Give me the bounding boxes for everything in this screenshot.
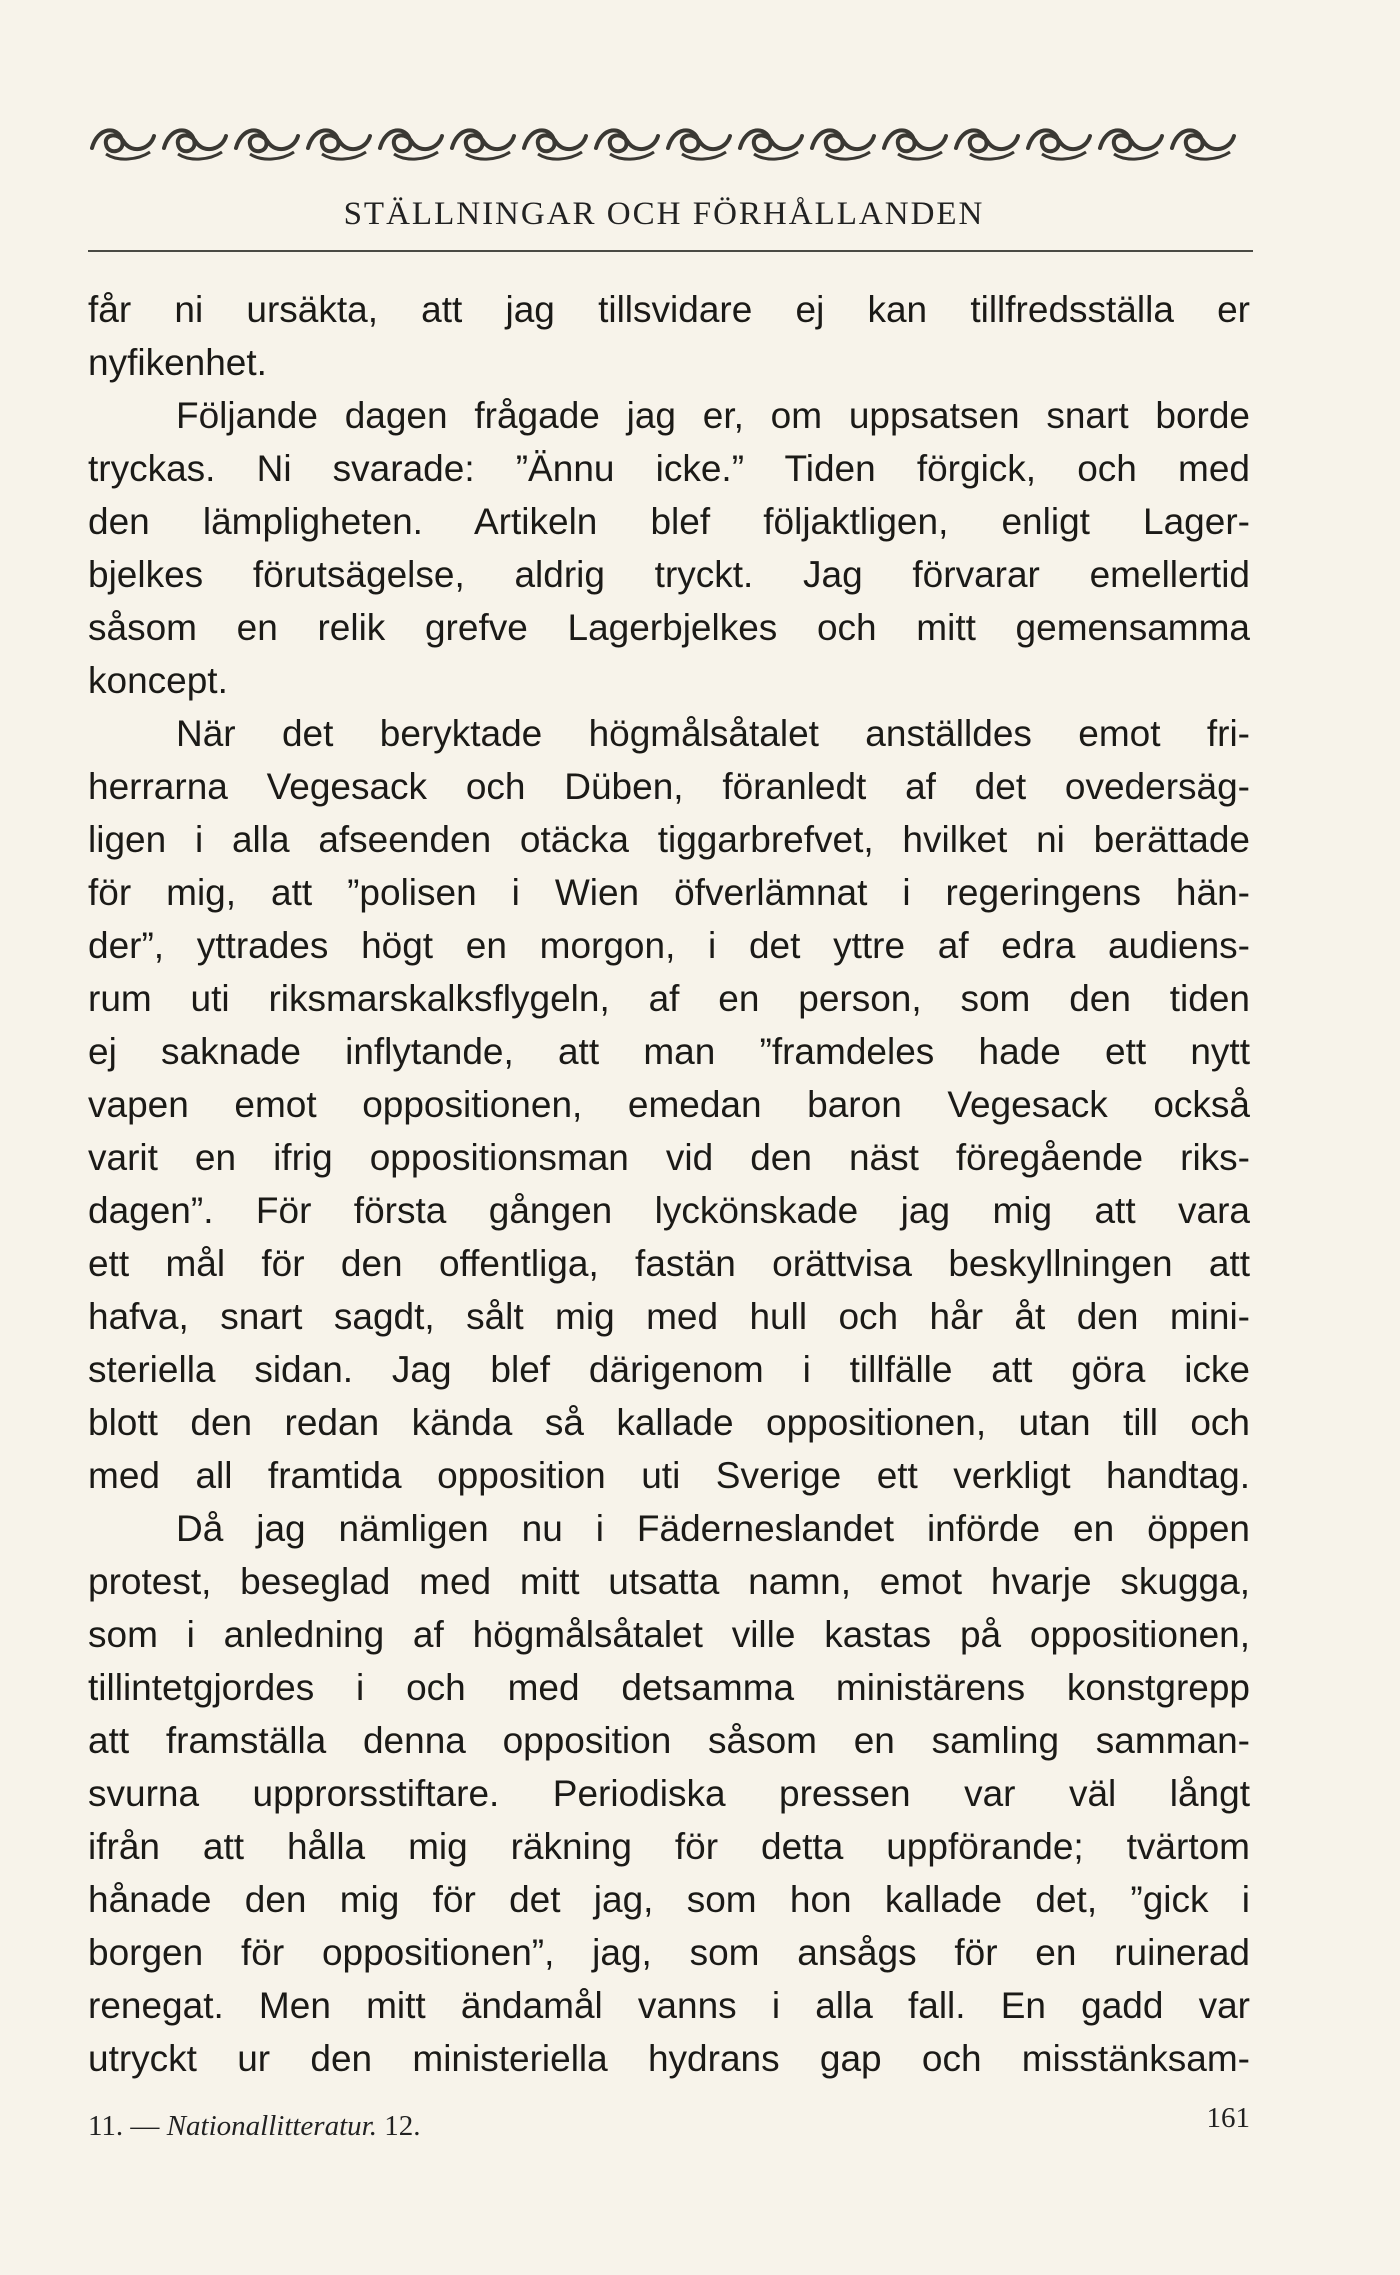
text-line: När det beryktade högmålsåtalet anställdes emot fri-: [176, 713, 1250, 754]
signature-prefix: 11. —: [88, 2110, 167, 2142]
text-line: nyfikenhet.: [88, 342, 267, 383]
text-line: koncept.: [88, 660, 228, 701]
text-line: herrarna Vegesack och Düben, föranledt af det ovedersäg-: [88, 766, 1250, 807]
text-line: för mig, att ”polisen i Wien öfverlämnat i regeringens hän-: [88, 872, 1250, 913]
text-line: blott den redan kända så kallade oppositionen, utan till och: [88, 1402, 1250, 1443]
text-line: tillintetgjordes i och med detsamma ministärens konstgrepp: [88, 1667, 1250, 1708]
text-line: hånade den mig för det jag, som hon kallade det, ”gick i: [88, 1879, 1250, 1920]
scroll-ornament-band-icon: [88, 118, 1240, 164]
text-line: der”, yttrades högt en morgon, i det yttre af edra audiens-: [88, 925, 1250, 966]
text-line: Då jag nämligen nu i Fäderneslandet införde en öppen: [176, 1508, 1250, 1549]
running-head: STÄLLNINGAR OCH FÖRHÅLLANDEN: [343, 196, 985, 232]
page-number: 161: [1206, 2102, 1250, 2134]
text-line: att framställa denna opposition såsom en samling samman-: [88, 1720, 1250, 1761]
text-line: den lämpligheten. Artikeln blef följaktligen, enligt Lager-: [88, 501, 1250, 542]
text-line: utryckt ur den ministeriella hydrans gap och misstänksam-: [88, 2038, 1250, 2079]
text-line: protest, beseglad med mitt utsatta namn, emot hvarje skugga,: [88, 1561, 1250, 1602]
text-line: såsom en relik grefve Lagerbjelkes och mitt gemensamma: [88, 607, 1250, 648]
body-text: [88, 283, 1250, 2085]
signature-mark: [88, 2110, 420, 2143]
text-line: vapen emot oppositionen, emedan baron Vegesack också: [88, 1084, 1250, 1125]
text-line: ej saknade inflytande, att man ”framdeles hade ett nytt: [88, 1031, 1250, 1072]
text-line: ligen i alla afseenden otäcka tiggarbrefvet, hvilket ni berättade: [88, 819, 1250, 860]
text-line: Följande dagen frågade jag er, om uppsatsen snart borde: [176, 395, 1250, 436]
signature-title: Nationallitteratur.: [166, 2110, 377, 2142]
text-line: hafva, snart sagdt, sålt mig med hull och hår åt den mini-: [88, 1296, 1250, 1337]
text-line: rum uti riksmarskalksflygeln, af en person, som den tiden: [88, 978, 1250, 1019]
text-line: tryckas. Ni svarade: ”Ännu icke.” Tiden förgick, och med: [88, 448, 1250, 489]
text-line: svurna upprorsstiftare. Periodiska pressen var väl långt: [88, 1773, 1250, 1814]
text-line: dagen”. För första gången lyckönskade jag mig att vara: [88, 1190, 1250, 1231]
text-line: med all framtida opposition uti Sverige ett verkligt handtag.: [88, 1455, 1250, 1496]
text-line: ifrån att hålla mig räkning för detta uppförande; tvärtom: [88, 1826, 1250, 1867]
text-line: ett mål för den offentliga, fastän orättvisa beskyllningen att: [88, 1243, 1250, 1284]
text-line: bjelkes förutsägelse, aldrig tryckt. Jag förvarar emellertid: [88, 554, 1250, 595]
text-line: steriella sidan. Jag blef därigenom i tillfälle att göra icke: [88, 1349, 1250, 1390]
header-rule: [88, 250, 1253, 252]
text-line: får ni ursäkta, att jag tillsvidare ej kan tillfredsställa er: [88, 289, 1250, 330]
signature-suffix: 12.: [376, 2110, 421, 2142]
text-line: renegat. Men mitt ändamål vanns i alla fall. En gadd var: [88, 1985, 1250, 2026]
text-line: varit en ifrig oppositionsman vid den näst föregående riks-: [88, 1137, 1250, 1178]
text-line: som i anledning af högmålsåtalet ville kastas på oppositionen,: [88, 1614, 1250, 1655]
text-line: borgen för oppositionen”, jag, som ansågs för en ruinerad: [88, 1932, 1250, 1973]
